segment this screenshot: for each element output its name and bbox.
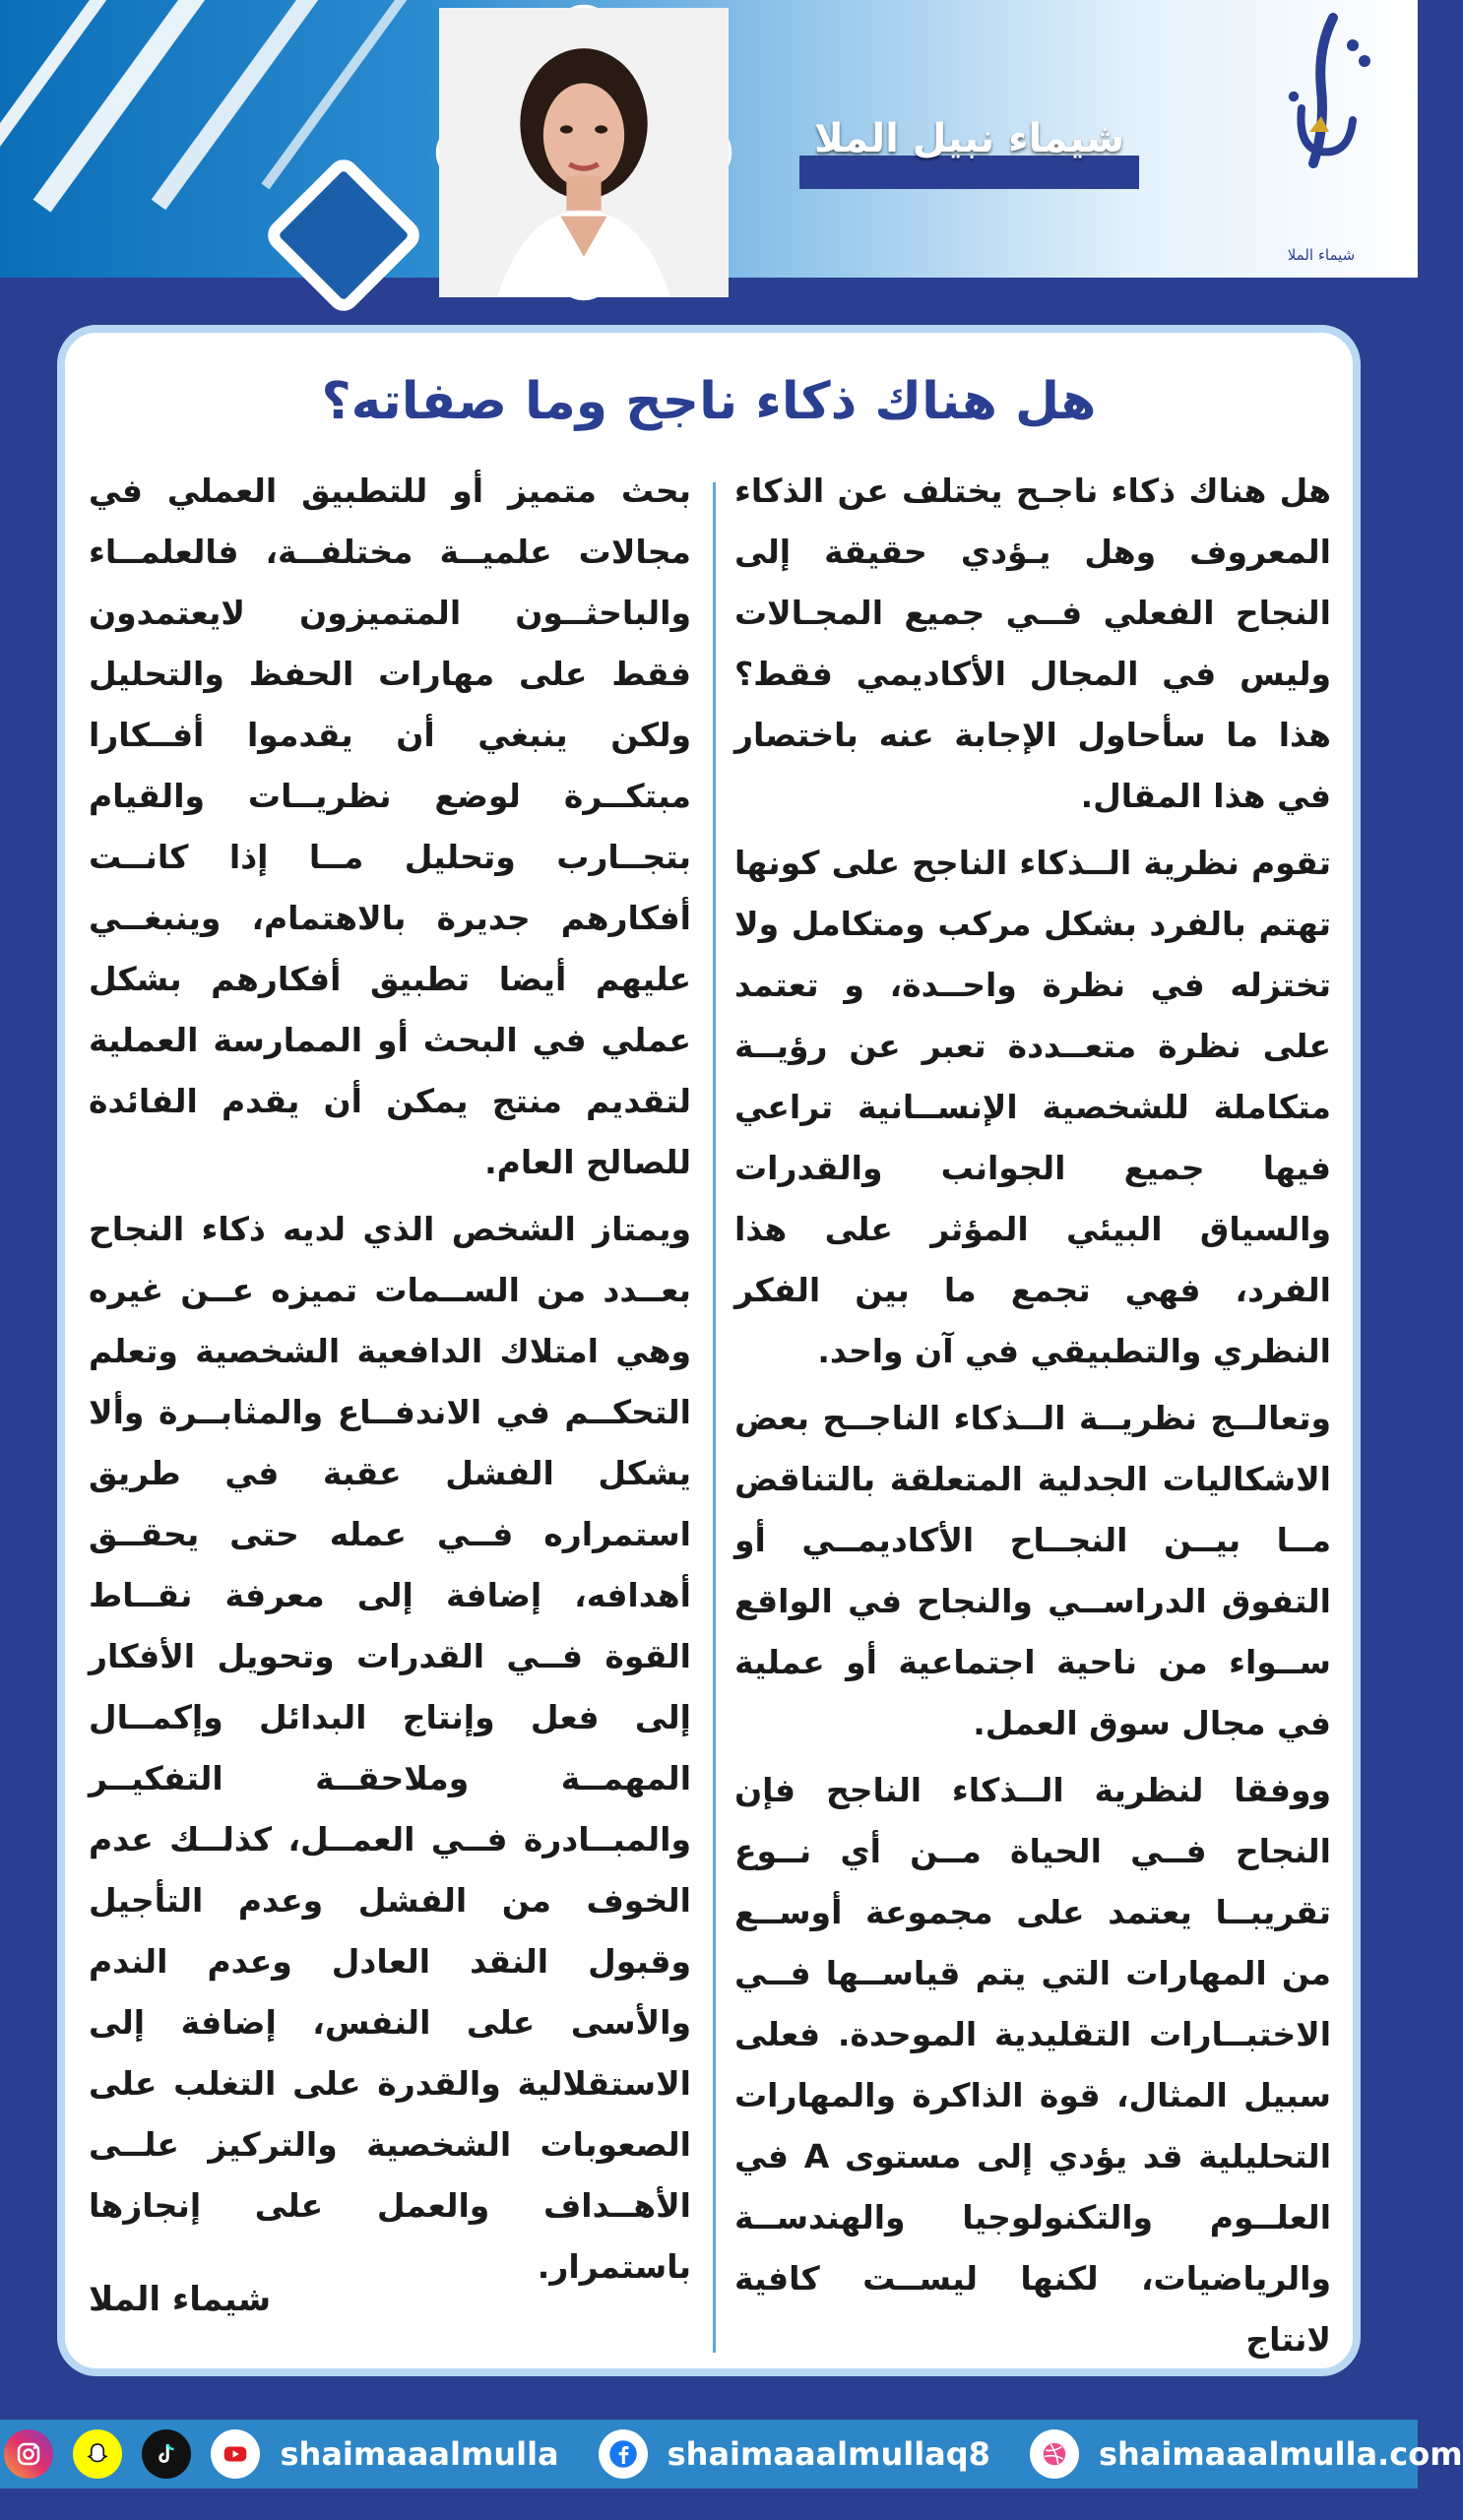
decorative-diamond (262, 154, 426, 318)
paragraph: ووفقا لنظرية الــذكاء الناجح فإن النجاح فــي الحياة مــن أي نــوع تقريبــا يعتمد على مجموعة أوســع من المهارات التي يتم قياســها فــي الاختبــارات التقليدية الموحدة. فعلى سبيل المثال، قوة الذاكرة والمهارات التحليلية قد يؤدي إلى مستوى A في العلــوم والتكنولوجيا والهندســة والرياضيات، لكنها ليســت كافية لانتاج (734, 1771, 1332, 2359)
article-card (57, 325, 1361, 2376)
author-name: شيماء نبيل الملا (813, 116, 1125, 161)
decorative-stripe (33, 0, 224, 213)
header-banner (0, 0, 1418, 278)
social-handle[interactable]: shaimaaalmulla (280, 2435, 559, 2473)
article-column-left (89, 461, 691, 2303)
instagram-icon[interactable] (4, 2429, 53, 2479)
author-signature: شيماء الملا (89, 2280, 272, 2319)
dribbble-icon[interactable] (1030, 2429, 1079, 2479)
article-column-right (734, 461, 1331, 2376)
paragraph: وتعالــج نظريــة الــذكاء الناجــح بعض الاشكاليات الجدلية المتعلقة بالتناقض مــا بيــن النجــاح الأكاديمــي أو التفوق الدراســي والنجاح في الواقع ســواء من ناحية اجتماعية أو عملية في مجال سوق العمل. (734, 1399, 1331, 1742)
youtube-icon[interactable] (211, 2429, 260, 2479)
facebook-icon[interactable] (599, 2429, 648, 2479)
website-link[interactable]: shaimaaalmulla.com (1098, 2435, 1463, 2473)
logo-caption: شيماء الملا (1287, 246, 1356, 264)
paragraph: بحث متميز أو للتطبيق العملي في مجالات علميــة مختلفــة، فالعلمــاء والباحثــون المتميزون لايعتمدون فقط على مهارات الحفظ والتحليل ولكن ينبغي أن يقدموا أفــكارا مبتكــرة لوضع نظريــات والقيام بتجــارب وتحليل مــا إذا كانــت أفكارهم جديرة بالاهتمام، وينبغــي عليهم أيضا تطبيق أفكارهم بشكل عملي في البحث أو الممارسة العملية لتقديم منتج يمكن أن يقدم الفائدة للصالح العام. (89, 472, 691, 1181)
snapchat-icon[interactable] (73, 2429, 122, 2479)
author-photo (423, 0, 743, 313)
paragraph: هل هناك ذكاء ناجـح يختلف عن الذكاء المعروف وهل يـؤدي حقيقة إلى النجاح الفعلي فــي جميع المجـالات وليس في المجال الأكاديمي فقط؟ هذا ما سأحاول الإجابة عنه باختصار في هذا المقال. (734, 472, 1331, 815)
social-footer (0, 2420, 1463, 2488)
calligraphy-logo-icon (1262, 10, 1380, 207)
paragraph: تقوم نظرية الــذكاء الناجح على كونها تهتم بالفرد بشكل مركب ومتكامل ولا تختزله في نظرة واحــدة، و تعتمد على نظرة متعــددة تعبر عن رؤيــة متكاملة للشخصية الإنســانية تراعي فيها جميع الجوانب والقدرات والسياق البيئي المؤثر على هذا الفرد، فهي تجمع ما بين الفكر النظري والتطبيقي في آن واحد. (734, 844, 1331, 1370)
facebook-handle[interactable]: shaimaaalmullaq8 (667, 2435, 990, 2473)
portrait-icon (439, 8, 729, 297)
column-divider (713, 482, 716, 2353)
article-title: هل هناك ذكاء ناجح وما صفاته؟ (321, 372, 1097, 431)
decorative-stripe (0, 0, 129, 176)
paragraph: ويمتاز الشخص الذي لديه ذكاء النجاح بعــدد من الســمات تميزه عــن غيره وهي امتلاك الدافعية الشخصية وتعلم التحكــم في الاندفــاع والمثابــرة وألا يشكل الفشل عقبة في طريق استمراره فــي عمله حتى يحقــق أهدافه، إضافة إلى معرفة نقــاط القوة فــي القدرات وتحويل الأفكار إلى فعل وإنتاج البدائل وإكمــال المهمــة وملاحقــة التفكيــر والمبــادرة فــي العمــل، كذلــك عدم الخوف من الفشل وعدم التأجيل وقبول النقد العادل وعدم الندم والأسى على النفس، إضافة إلى الاستقلالية والقدرة على التغلب على الصعوبات الشخصية والتركيز علــى الأهــداف والعمل على إنجازها باستمرار. (89, 1210, 691, 2286)
tiktok-icon[interactable] (142, 2429, 191, 2479)
